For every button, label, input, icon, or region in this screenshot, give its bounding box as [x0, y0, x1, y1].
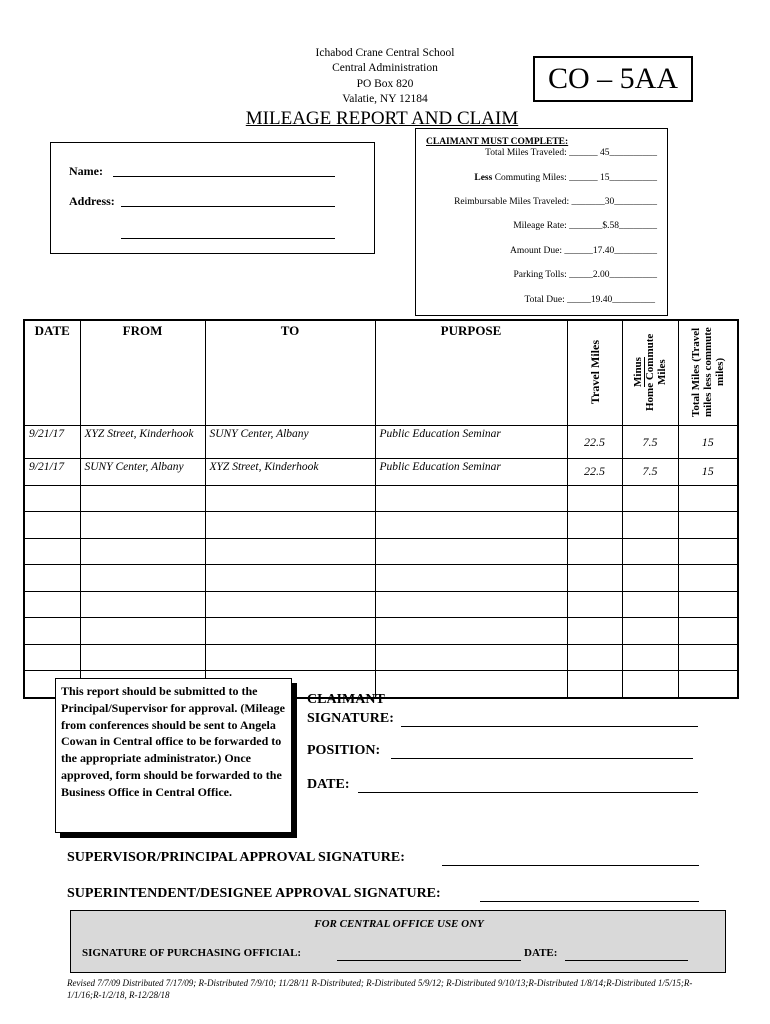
table-cell-purpose[interactable]: Public Education Seminar — [375, 459, 567, 486]
table-row — [24, 644, 738, 671]
table-cell-commute[interactable]: 7.5 — [622, 459, 678, 486]
table-cell-commute[interactable] — [622, 538, 678, 565]
table-cell-date[interactable] — [24, 618, 80, 645]
total-due-row[interactable]: Total Due: _____19.40_________ — [524, 295, 655, 305]
col-date: DATE — [24, 320, 80, 426]
table-cell-to[interactable] — [205, 565, 375, 592]
claimant-signature-field[interactable] — [401, 711, 698, 727]
col-from: FROM — [80, 320, 205, 426]
address-field-2[interactable] — [121, 225, 335, 239]
table-cell-date[interactable]: 9/21/17 — [24, 459, 80, 486]
table-cell-total[interactable] — [678, 618, 738, 645]
table-cell-purpose[interactable] — [375, 565, 567, 592]
table-row — [24, 591, 738, 618]
table-cell-total[interactable]: 15 — [678, 459, 738, 486]
table-cell-purpose[interactable] — [375, 512, 567, 539]
home-commute-label: Home Commute Miles — [644, 333, 668, 411]
table-cell-commute[interactable] — [622, 485, 678, 512]
table-cell-travel[interactable] — [567, 618, 622, 645]
table-cell-commute[interactable] — [622, 591, 678, 618]
form-code: CO – 5AA — [533, 56, 693, 102]
less-label: Less — [474, 173, 493, 183]
table-cell-travel[interactable] — [567, 565, 622, 592]
superintendent-approval-label: SUPERINTENDENT/DESIGNEE APPROVAL SIGNATURE: — [67, 886, 441, 901]
instructions-note: This report should be submitted to the Principal/Supervisor for approval. (Mileage from conferences should be sent to Angela Cowan in Central office to be forwarded to the appropriate administrator.) Once approved, form should be forwarded to the Business Office in Central Office. — [55, 678, 292, 833]
table-row — [24, 426, 738, 459]
claimant-label: CLAIMANT — [307, 692, 385, 707]
table-cell-purpose[interactable] — [375, 671, 567, 698]
table-cell-commute[interactable] — [622, 644, 678, 671]
table-cell-total[interactable] — [678, 485, 738, 512]
col-total-miles — [678, 320, 738, 426]
supervisor-signature-field[interactable] — [442, 850, 699, 866]
table-cell-to[interactable] — [205, 485, 375, 512]
table-cell-date[interactable] — [24, 512, 80, 539]
table-cell-total[interactable] — [678, 565, 738, 592]
table-cell-total[interactable] — [678, 671, 738, 698]
table-cell-total[interactable] — [678, 644, 738, 671]
mileage-table — [23, 319, 739, 699]
name-address-box — [50, 142, 375, 254]
central-office-heading: FOR CENTRAL OFFICE USE ONY — [314, 918, 484, 930]
city-address: Valatie, NY 12184 — [342, 93, 428, 105]
table-row — [24, 565, 738, 592]
table-cell-purpose[interactable] — [375, 591, 567, 618]
table-cell-date[interactable] — [24, 538, 80, 565]
table-cell-total[interactable] — [678, 512, 738, 539]
commute-header — [632, 323, 668, 421]
table-cell-travel[interactable] — [567, 485, 622, 512]
table-cell-to[interactable] — [205, 644, 375, 671]
table-cell-to[interactable] — [205, 591, 375, 618]
page-title — [232, 108, 532, 130]
table-cell-purpose[interactable] — [375, 644, 567, 671]
table-cell-to[interactable] — [205, 618, 375, 645]
table-cell-from[interactable] — [80, 565, 205, 592]
table-cell-to[interactable]: XYZ Street, Kinderhook — [205, 459, 375, 486]
table-cell-travel[interactable] — [567, 538, 622, 565]
minus-label: Minus — [632, 357, 644, 387]
parking-tolls-row[interactable]: Parking Tolls: _____2.00__________ — [513, 270, 657, 280]
table-cell-travel[interactable] — [567, 512, 622, 539]
table-header-row — [24, 320, 738, 426]
table-cell-travel[interactable]: 22.5 — [567, 459, 622, 486]
col-purpose: PURPOSE — [375, 320, 567, 426]
claimant-signature-label: SIGNATURE: — [307, 711, 394, 726]
table-cell-travel[interactable] — [567, 644, 622, 671]
address-field-1[interactable] — [121, 193, 335, 207]
date-field[interactable] — [358, 777, 698, 793]
commuting-miles-row[interactable] — [474, 173, 657, 183]
school-name: Ichabod Crane Central School — [315, 47, 455, 59]
table-cell-date[interactable] — [24, 485, 80, 512]
total-miles-row[interactable]: Total Miles Traveled: ______ 45__________ — [485, 148, 657, 158]
address-label: Address: — [69, 194, 115, 208]
revision-footer: Revised 7/7/09 Distributed 7/17/09; R-Distributed 7/9/10; 11/28/11 R-Distributed; R-Distributed 5/9/12; R-Distributed 9/10/13;R-Distributed 1/8/14;R-Distributed 1/5/15;R-1/1/16;R-1/2/18, R-12/28/18 — [67, 978, 693, 1000]
table-cell-from[interactable] — [80, 485, 205, 512]
page-title-text: MILEAGE REPORT AND CLAIM — [245, 108, 519, 129]
table-cell-purpose[interactable]: Public Education Seminar — [375, 426, 567, 459]
table-row — [24, 485, 738, 512]
office-date-field[interactable] — [565, 947, 688, 961]
table-cell-total[interactable] — [678, 591, 738, 618]
table-cell-travel[interactable] — [567, 591, 622, 618]
date-label: DATE: — [307, 777, 350, 792]
table-cell-purpose[interactable] — [375, 538, 567, 565]
table-cell-purpose[interactable] — [375, 485, 567, 512]
table-cell-from[interactable] — [80, 512, 205, 539]
table-cell-from[interactable] — [80, 644, 205, 671]
table-row — [24, 459, 738, 486]
total-miles-header: Total Miles (Travel miles less commute miles) — [689, 327, 726, 417]
reimbursable-miles-row[interactable]: Reimbursable Miles Traveled: _______30_________ — [454, 197, 657, 207]
table-cell-date[interactable] — [24, 591, 80, 618]
table-cell-to[interactable]: SUNY Center, Albany — [205, 426, 375, 459]
supervisor-approval-label: SUPERVISOR/PRINCIPAL APPROVAL SIGNATURE: — [67, 850, 405, 865]
commuting-miles-text: Commuting Miles: ______ 15__________ — [492, 173, 657, 183]
table-cell-date[interactable]: 9/21/17 — [24, 426, 80, 459]
claimant-box — [415, 128, 668, 316]
table-cell-travel[interactable]: 22.5 — [567, 426, 622, 459]
col-travel-miles — [567, 320, 622, 426]
col-commute-miles — [622, 320, 678, 426]
table-cell-total[interactable]: 15 — [678, 426, 738, 459]
travel-miles-header: Travel Miles — [587, 339, 602, 405]
claimant-heading: CLAIMANT MUST COMPLETE: — [426, 137, 569, 147]
table-body — [24, 426, 738, 698]
position-field[interactable] — [391, 743, 693, 759]
purchasing-official-label: SIGNATURE OF PURCHASING OFFICIAL: — [82, 947, 302, 959]
office-date-label: DATE: — [524, 947, 558, 959]
col-to: TO — [205, 320, 375, 426]
table-cell-from[interactable] — [80, 538, 205, 565]
table-cell-commute[interactable] — [622, 565, 678, 592]
superintendent-signature-field[interactable] — [480, 886, 699, 902]
table-cell-commute[interactable]: 7.5 — [622, 426, 678, 459]
table-cell-to[interactable] — [205, 512, 375, 539]
table-cell-commute[interactable] — [622, 618, 678, 645]
name-field[interactable] — [113, 163, 335, 177]
table-cell-from[interactable]: SUNY Center, Albany — [80, 459, 205, 486]
position-label: POSITION: — [307, 743, 381, 758]
name-label: Name: — [69, 164, 103, 178]
table-cell-commute[interactable] — [622, 512, 678, 539]
table-cell-commute[interactable] — [622, 671, 678, 698]
purchasing-signature-field[interactable] — [337, 947, 521, 961]
table-row — [24, 538, 738, 565]
central-office-box — [70, 910, 726, 973]
table-cell-date[interactable] — [24, 565, 80, 592]
table-cell-from[interactable] — [80, 591, 205, 618]
table-cell-total[interactable] — [678, 538, 738, 565]
mileage-rate-row[interactable]: Mileage Rate: _______$.58________ — [513, 221, 657, 231]
table-cell-from[interactable] — [80, 618, 205, 645]
table-cell-purpose[interactable] — [375, 618, 567, 645]
po-box: PO Box 820 — [356, 78, 414, 90]
table-cell-date[interactable] — [24, 644, 80, 671]
department: Central Administration — [332, 62, 438, 74]
table-cell-travel[interactable] — [567, 671, 622, 698]
amount-due-row[interactable]: Amount Due: ______17.40_________ — [510, 246, 657, 256]
table-cell-from[interactable]: XYZ Street, Kinderhook — [80, 426, 205, 459]
table-cell-to[interactable] — [205, 538, 375, 565]
table-row — [24, 618, 738, 645]
table-row — [24, 512, 738, 539]
